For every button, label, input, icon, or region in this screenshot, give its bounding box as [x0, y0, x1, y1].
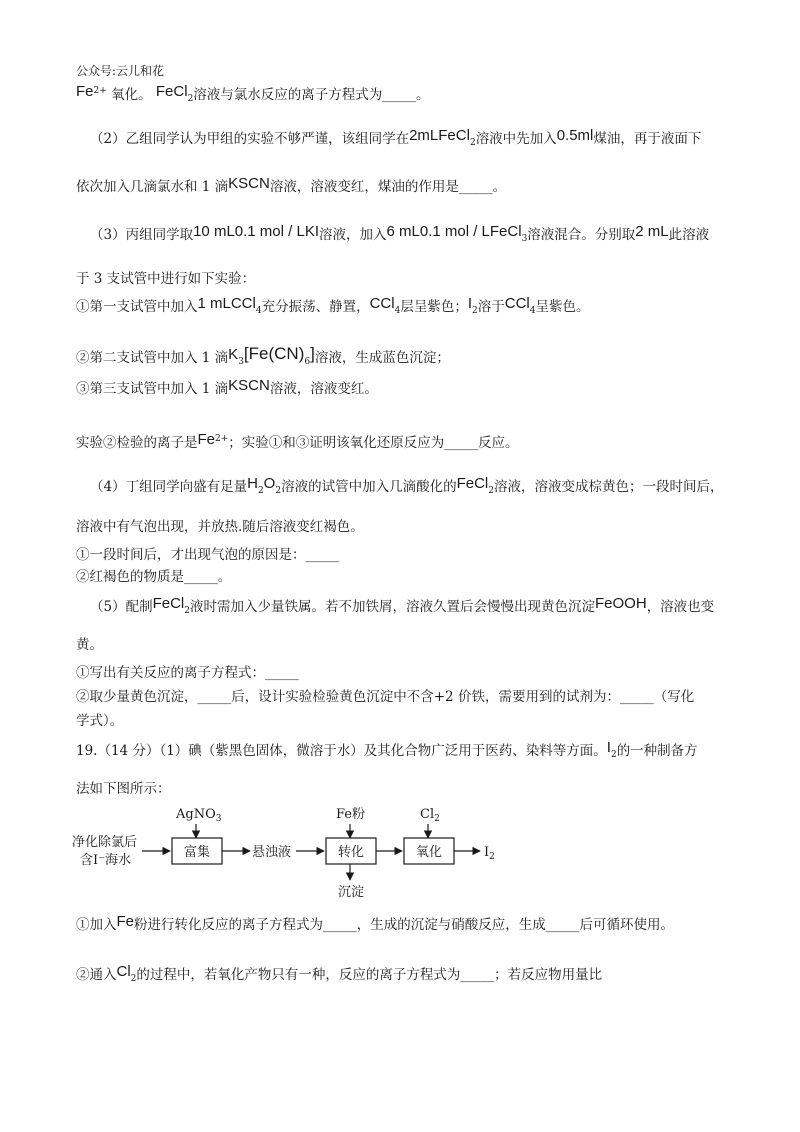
text-line-22: ②通入$Cl_2$的过程中，若氧化产物只有一种，反应的离子方程式为_____；若反应物用量比 [76, 963, 603, 984]
flow-box2-reagent: Fe粉 [336, 807, 366, 822]
text-line-19: 19.（14 分）（1）碘（紫黑色固体，微溶于水）及其化合物广泛用于医药、染料等方面。$I_2$的一种制备方 [76, 739, 698, 760]
flow-mid-suspension: 悬浊液 [252, 845, 292, 860]
text-line-7: ②第二支试管中加入 1 滴$K_3[Fe(CN)_6]$溶液，生成蓝色沉淀； [76, 344, 450, 367]
text-line-10: （4）丁组同学向盛有足量$H_2O_2$溶液的试管中加入几滴酸化的FeCl$_2$溶液，溶液变成棕黄色；一段时间后， [90, 475, 724, 496]
text-line-12: ①一段时间后，才出现气泡的原因是：_____ [76, 547, 340, 563]
flow-box1-reagent: AgNO$_3$ [176, 807, 222, 824]
text-line-14: （5）配制FeCl$_2$液时需加入少量铁属。若不加铁屑，溶液久置后会慢慢出现黄色沉淀FeOOH，溶液也变 [90, 595, 715, 616]
text-line-11: 溶液中有气泡出现，并放热.随后溶液变红褐色。 [76, 519, 364, 535]
page-header: 公众号:云儿和花 [76, 64, 165, 78]
text-line-21: ①加入Fe粉进行转化反应的离子方程式为_____，生成的沉淀与硝酸反应，生成_____后可循环使用。 [76, 913, 675, 933]
text-line-3: 依次加入几滴氯水和 1 滴KSCN溶液，溶液变红，煤油的作用是_____。 [76, 175, 507, 195]
text-line-8: ③第三支试管中加入 1 滴KSCN溶液，溶液变红。 [76, 377, 378, 397]
text-line-9: 实验②检验的离子是$Fe^{2+}$；实验①和③证明该氧化还原反应为_____反应。 [76, 431, 519, 451]
text-line-1: $Fe^{2+}$ 氧化。 FeCl$_2$溶液与氯水反应的离子方程式为_____。 [76, 83, 430, 104]
text-line-6: ①第一支试管中加入1 mLCCl$_4$充分振荡、静置，CCl$_4$层呈紫色；$I_2$溶于CCl$_4$呈紫色。 [76, 295, 590, 316]
text-line-2: （2）乙组同学认为甲组的实验不够严谨，该组同学在2mLFeCl$_2$溶液中先加入0.5ml煤油，再于液面下 [90, 127, 702, 148]
text-line-20: 法如下图所示： [76, 781, 171, 797]
text-line-13: ②红褐色的物质是_____。 [76, 569, 232, 585]
flow-box2-output: 沉淀 [338, 885, 365, 900]
flow-input-line1: 净化除氯后 [72, 835, 138, 850]
flow-box3-reagent: $Cl_2$ [420, 807, 440, 824]
text-line-4: （3）丙组同学取10 mL0.1 mol / LKI溶液，加入6 mL0.1 mol / LFeCl$_3$溶液混合。分别取2 mL此溶液 [90, 223, 710, 244]
text-line-18: 学式）。 [76, 713, 124, 729]
flow-product: $I_2$ [484, 845, 495, 862]
flow-box-convert-label: 转化 [338, 845, 365, 860]
flow-diagram [0, 800, 800, 900]
text-line-16: ①写出有关反应的离子方程式：_____ [76, 665, 299, 681]
flow-box-enrich-label: 富集 [184, 845, 211, 860]
text-line-15: 黄。 [76, 637, 103, 653]
text-line-17: ②取少量黄色沉淀，_____后，设计实验检验黄色沉淀中不含+2 价铁，需要用到的试剂为：_____（写化 [76, 689, 695, 705]
flow-input-line2: 含I⁻海水 [80, 853, 131, 868]
flow-box-oxidize-label: 氧化 [416, 845, 443, 860]
text-line-5: 于 3 支试管中进行如下实验： [76, 271, 256, 287]
